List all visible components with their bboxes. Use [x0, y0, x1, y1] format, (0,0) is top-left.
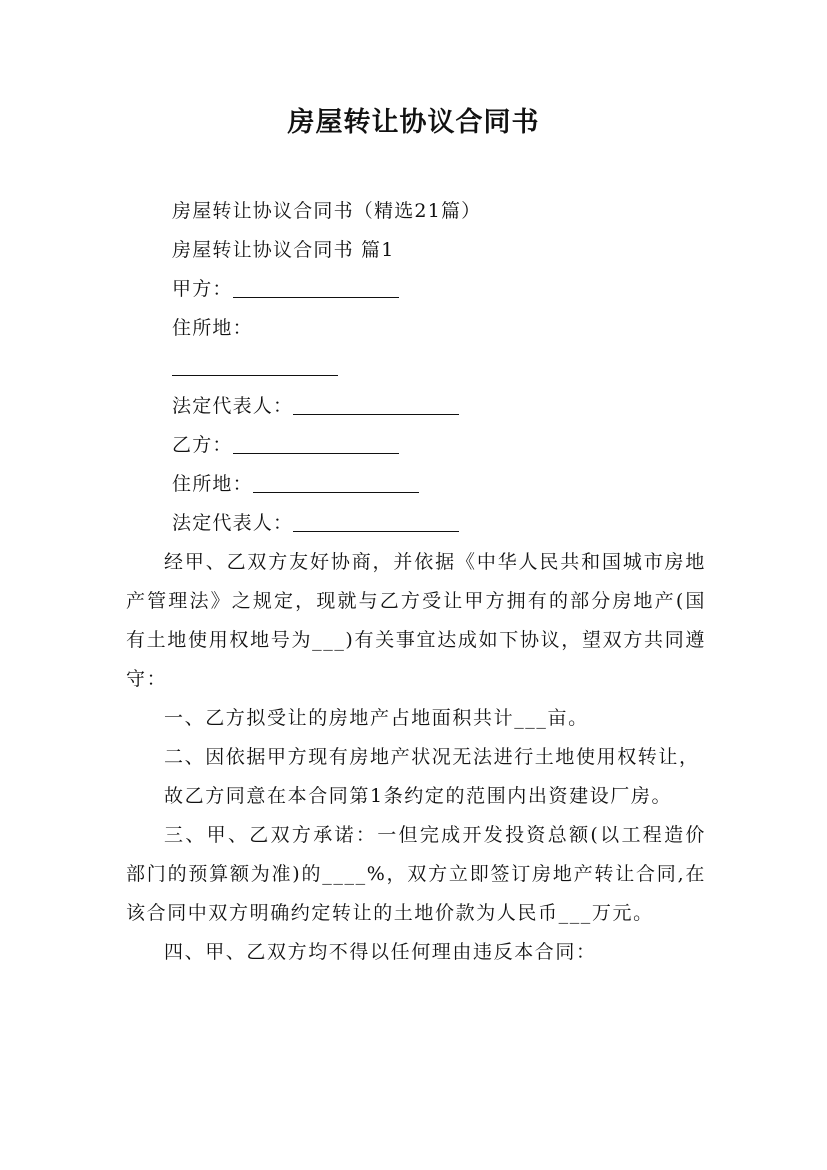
document-title: 房屋转让协议合同书	[287, 107, 540, 138]
clause-1: 一、乙方拟受让的房地产占地面积共计___亩。	[164, 707, 589, 729]
rep-blank-2	[293, 509, 459, 532]
rep-label-2: 法定代表人：	[172, 512, 294, 534]
party-b-field	[126, 426, 706, 465]
address-blank-1	[172, 353, 338, 376]
party-a-blank	[233, 275, 399, 298]
clause-2-continued: 故乙方同意在本合同第1条约定的范围内出资建设厂房。	[164, 785, 673, 807]
clause-4: 四、甲、乙双方均不得以任何理由违反本合同：	[164, 941, 597, 963]
clause-3: 三、甲、乙双方承诺：一但完成开发投资总额(以工程造价部门的预算额为准)的____%，双方立即签订房地产转让合同,在该合同中双方明确约定转让的土地价款为人民币___万元。	[126, 824, 706, 924]
address-blank-2	[253, 470, 419, 493]
address-field-2	[126, 465, 706, 504]
rep-field-2	[126, 504, 706, 543]
address-blank-line-1	[126, 348, 706, 387]
address-label-1: 住所地：	[172, 317, 253, 339]
rep-label-1: 法定代表人：	[172, 395, 294, 417]
address-label-2: 住所地：	[172, 473, 253, 495]
party-b-label: 乙方：	[172, 434, 233, 456]
clause-2: 二、因依据甲方现有房地产状况无法进行土地使用权转让，	[164, 746, 700, 768]
rep-field-1	[126, 387, 706, 426]
party-a-label: 甲方：	[172, 278, 233, 300]
section-heading: 房屋转让协议合同书 篇1	[172, 239, 395, 261]
address-field-1	[126, 309, 706, 348]
party-b-blank	[233, 431, 399, 454]
rep-blank-1	[293, 392, 459, 415]
document-body	[126, 192, 706, 972]
intro-paragraph: 经甲、乙双方友好协商，并依据《中华人民共和国城市房地产管理法》之规定，现就与乙方受让甲方拥有的部分房地产(国有土地使用权地号为___)有关事宜达成如下协议，望双方共同遵守：	[126, 551, 706, 690]
party-a-field	[126, 270, 706, 309]
document-subtitle: 房屋转让协议合同书（精选21篇）	[172, 200, 482, 222]
